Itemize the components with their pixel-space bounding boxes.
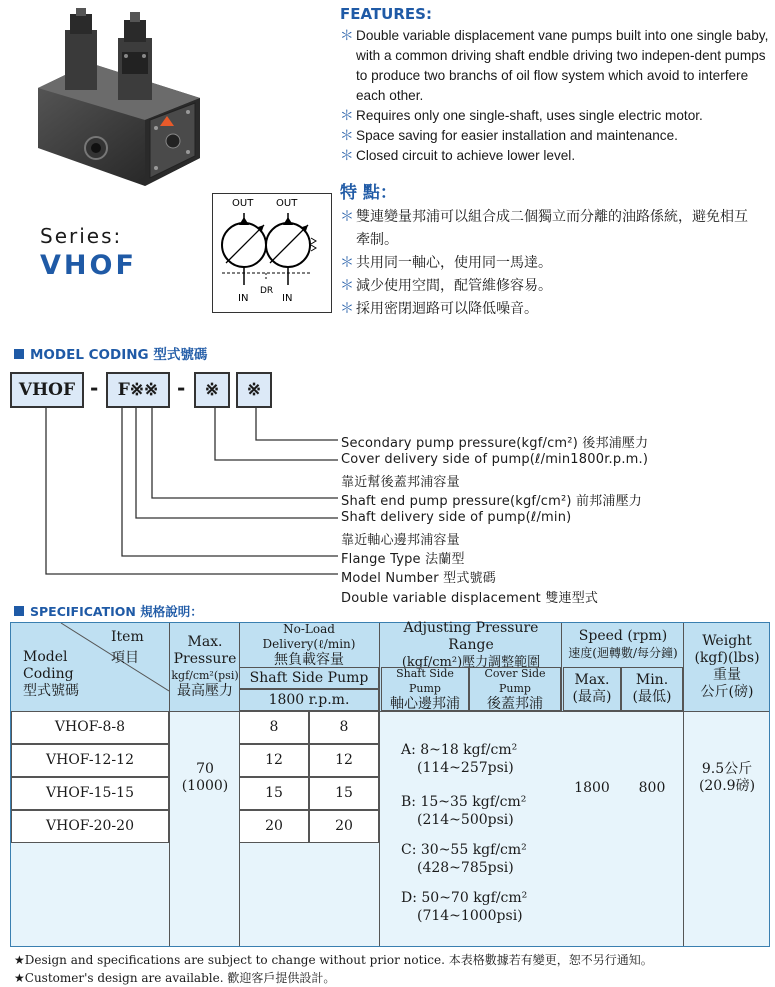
header-adjusting: Adjusting Pressure Range (kgf/cm²)壓力調整範圍 — [401, 619, 541, 670]
header-no-load: No-Load Delivery(ℓ/min) 無負載容量 — [262, 621, 356, 668]
pump-photo — [30, 8, 210, 188]
specification-heading: SPECIFICATION 規格說明： — [14, 602, 203, 620]
note-design: ★Design and specifications are subject to change without prior notice. 本表格數據若有變更，恕不另行通知。 — [14, 953, 653, 967]
shaft-delivery-value: 8 — [239, 711, 309, 744]
code-box-cover: ※ — [194, 372, 230, 408]
shaft-delivery-value: 12 — [239, 744, 309, 777]
table-row-model: VHOF-8-8 — [11, 711, 169, 744]
header-speed-max: Max. (最高) — [563, 667, 621, 711]
bullet-star-icon: ＊ — [340, 148, 354, 163]
feature-item: ＊ Double variable displacement vane pumps built into one single baby, with a common driving shaft endble driving two indepen-dent pumps to produce two branchs of oil flow system which avoid to interfere each other. — [340, 28, 769, 103]
coding-label-cover-delivery-cn: 靠近幫後蓋邦浦容量 — [341, 475, 460, 490]
weight-value: 9.5公斤 (20.9磅) — [698, 761, 756, 794]
code-box-model: VHOF — [10, 372, 84, 408]
coding-label-secondary-pressure: Secondary pump pressure(kgf/cm²) 後邦浦壓力 — [341, 436, 649, 451]
features-heading: FEATURES: — [340, 5, 432, 23]
bullet-star-icon: ＊ — [340, 277, 354, 293]
range-c: C: 30~55 kgf/cm² (428~785psi) — [401, 842, 527, 876]
feature-cn-item: ＊ 共用同一軸心，使用同一馬達。 — [340, 251, 760, 274]
bullet-star-icon: ＊ — [340, 300, 354, 316]
shaft-delivery-value: 15 — [239, 777, 309, 810]
symbol-in2: IN — [282, 293, 293, 304]
feature-item: ＊ Closed circuit to achieve lower level. — [340, 146, 770, 166]
feature-item: ＊ Space saving for easier installation and maintenance. — [340, 126, 770, 146]
symbol-in1: IN — [238, 293, 249, 304]
header-adj-shaft: Shaft Side Pump 軸心邊邦浦 — [381, 667, 469, 711]
cover-delivery-value: 8 — [309, 711, 379, 744]
header-rpm: 1800 r.p.m. — [239, 689, 379, 711]
feature-item: ＊ Requires only one single-shaft, uses single electric motor. — [340, 106, 770, 126]
header-speed: Speed (rpm) 速度(迴轉數/每分鐘) — [568, 628, 678, 660]
header-adj-cover: Cover Side Pump 後蓋邦浦 — [469, 667, 561, 711]
bullet-star-icon: ＊ — [340, 128, 354, 143]
symbol-dr: DR — [260, 286, 274, 296]
series-name: VHOF — [40, 250, 137, 281]
square-icon — [14, 606, 24, 616]
coding-label-shaft-pressure: Shaft end pump pressure(kgf/cm²) 前邦浦壓力 — [341, 494, 642, 509]
table-row-model: VHOF-20-20 — [11, 810, 169, 843]
cover-delivery-value: 15 — [309, 777, 379, 810]
table-row-model: VHOF-15-15 — [11, 777, 169, 810]
header-speed-min: Min. (最低) — [621, 667, 683, 711]
header-weight: Weight (kgf)(lbs) 重量 公斤(磅) — [694, 633, 760, 700]
feature-cn-item: ＊ 減少使用空間，配管維修容易。 — [340, 274, 760, 297]
code-dash: - — [177, 376, 186, 400]
coding-label-flange: Flange Type 法蘭型 — [341, 552, 465, 567]
bullet-star-icon: ＊ — [340, 108, 354, 123]
feature-cn-item: ＊ 雙連變量邦浦可以組合成二個獨立而分離的油路係統，避免相互牽制。 — [340, 205, 760, 251]
coding-leader-lines — [0, 408, 340, 583]
symbol-out1: OUT — [232, 198, 254, 209]
max-pressure-value: 70 (1000) — [181, 761, 229, 794]
feature-cn-item: ＊ 採用密閉迴路可以降低噪音。 — [340, 297, 760, 320]
coding-label-shaft-delivery-cn: 靠近軸心邊邦浦容量 — [341, 533, 460, 548]
features-cn-heading: 特 點： — [340, 183, 397, 203]
code-dash: - — [90, 376, 99, 400]
model-coding-heading: MODEL CODING 型式號碼 — [14, 343, 207, 363]
range-a: A: 8~18 kgf/cm² (114~257psi) — [401, 742, 518, 776]
features-list — [340, 26, 770, 166]
speed-max-value: 1800 — [574, 779, 610, 796]
hydraulic-symbol-icon — [212, 193, 332, 313]
header-model: Model Coding 型式號碼 — [23, 649, 79, 699]
code-box-secondary: ※ — [236, 372, 272, 408]
range-d: D: 50~70 kgf/cm² (714~1000psi) — [401, 890, 528, 924]
coding-label-model-number: Model Number 型式號碼 — [341, 571, 496, 586]
coding-label-cover-delivery: Cover delivery side of pump(ℓ/min1800r.p.m.) — [341, 452, 649, 467]
shaft-delivery-value: 20 — [239, 810, 309, 843]
header-item: Item — [111, 629, 144, 645]
table-row-model: VHOF-12-12 — [11, 744, 169, 777]
cover-delivery-value: 20 — [309, 810, 379, 843]
square-icon — [14, 349, 24, 359]
speed-min-value: 800 — [638, 779, 666, 796]
bullet-star-icon: ＊ — [340, 28, 354, 43]
bullet-star-icon: ＊ — [340, 254, 354, 270]
header-item-cn: 項目 — [111, 650, 139, 666]
features-cn-list — [340, 205, 760, 320]
header-max-pressure: Max. Pressure kgf/cm²(psi) 最高壓力 — [171, 634, 239, 699]
range-b: B: 15~35 kgf/cm² (214~500psi) — [401, 794, 527, 828]
symbol-out2: OUT — [276, 198, 298, 209]
cover-delivery-value: 12 — [309, 744, 379, 777]
bullet-star-icon: ＊ — [340, 208, 354, 224]
spec-table — [10, 619, 770, 947]
note-customer: ★Customer's design are available. 歡迎客戶提供設計。 — [14, 971, 336, 985]
series-label: Series: — [40, 224, 123, 248]
code-box-flange: F※※ — [106, 372, 170, 408]
header-shaft-side-pump: Shaft Side Pump — [239, 667, 379, 689]
coding-label-double: Double variable displacement 雙連型式 — [341, 591, 599, 606]
coding-label-shaft-delivery: Shaft delivery side of pump(ℓ/min) — [341, 510, 572, 525]
